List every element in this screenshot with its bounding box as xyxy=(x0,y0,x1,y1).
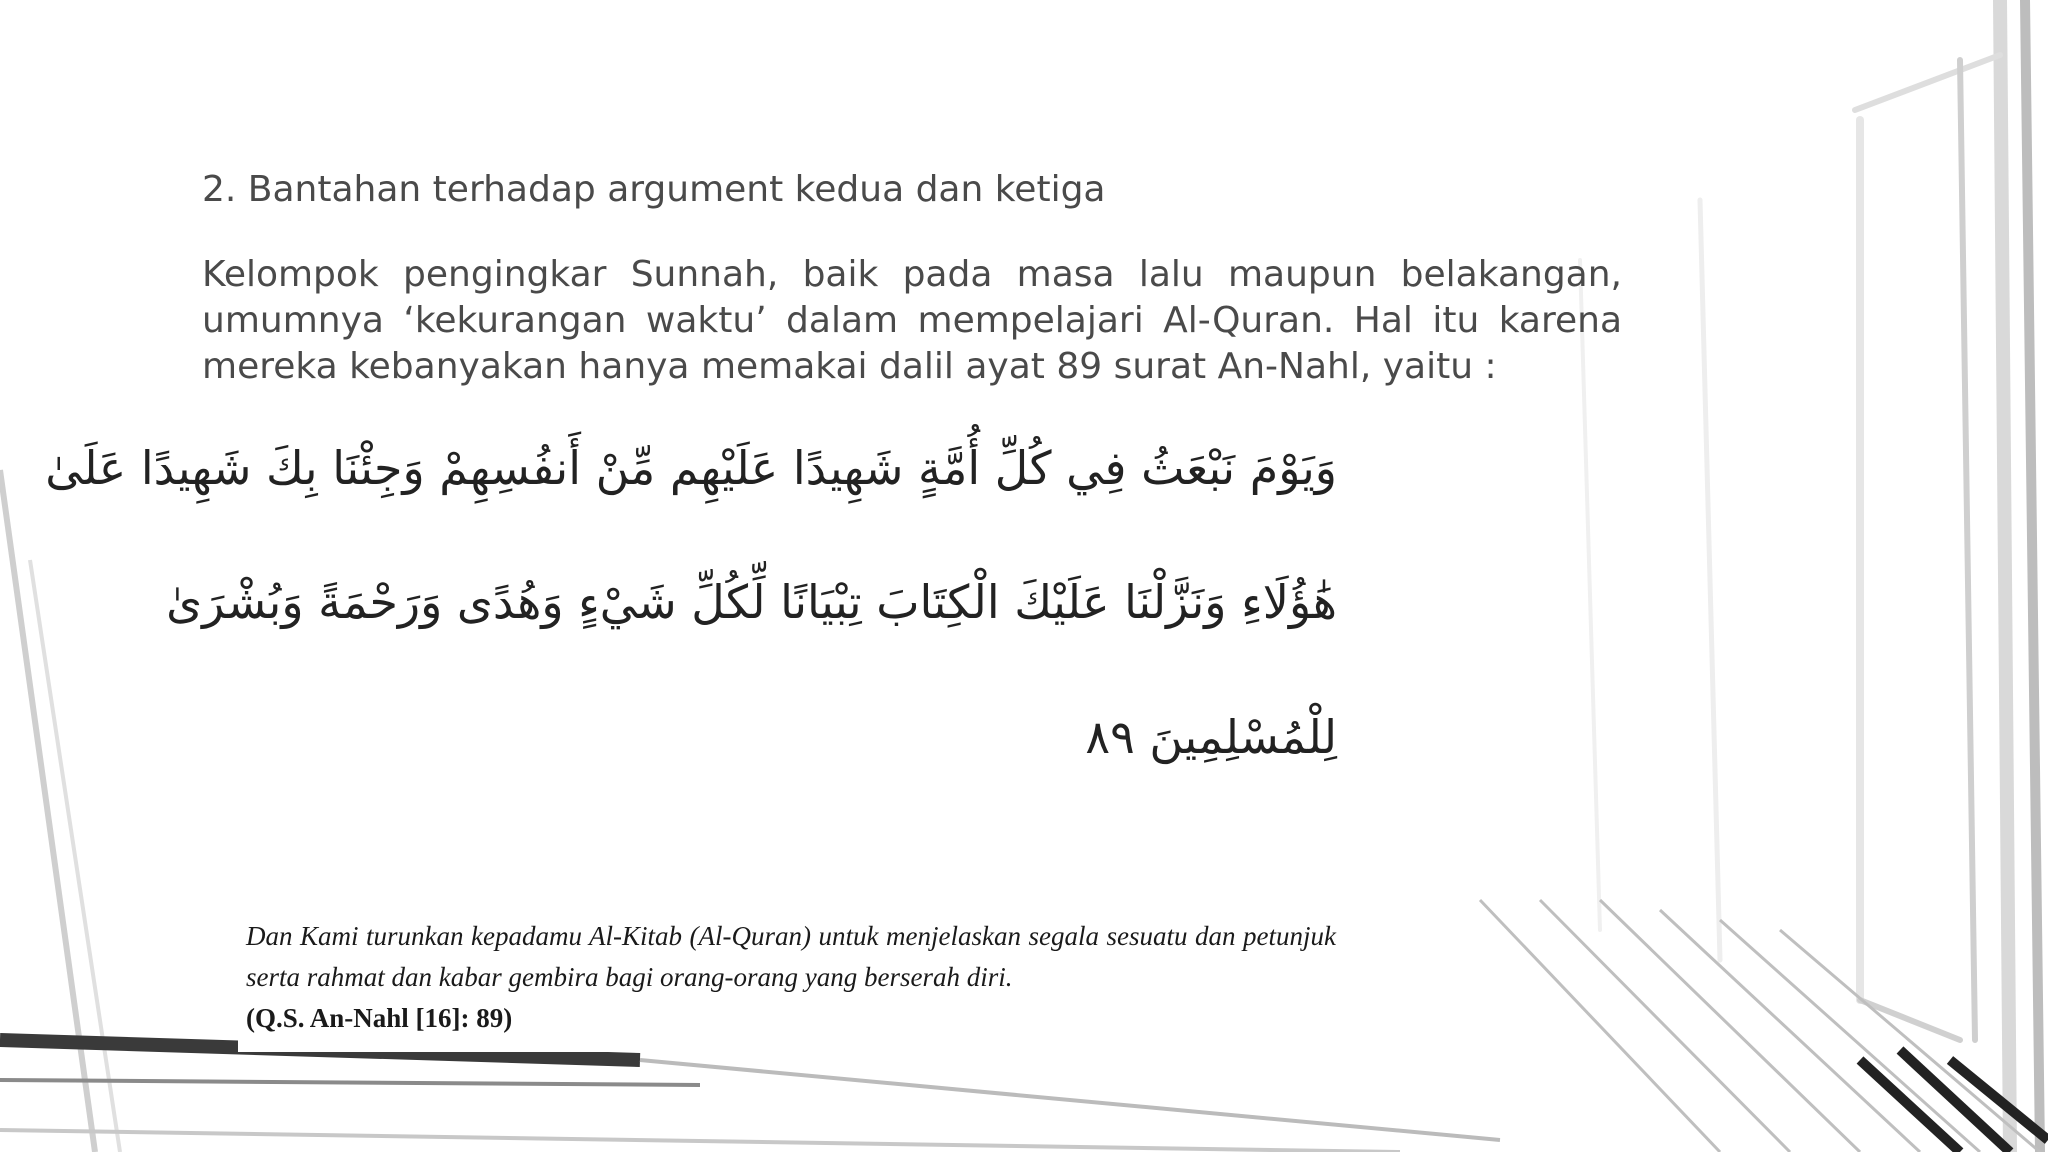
verse-line-3: لِلْمُسْلِمِينَ ٨٩ xyxy=(1085,710,1337,764)
quran-verse-image xyxy=(45,425,1337,805)
translation-block xyxy=(238,912,1348,1052)
verse-line-2: هَٰؤُلَاءِ وَنَزَّلْنَا عَلَيْكَ الْكِتَابَ تِبْيَانًا لِّكُلِّ شَيْءٍ وَهُدًى وَرَحْمَةً وَبُشْرَىٰ xyxy=(166,575,1337,629)
slide-paragraph: Kelompok pengingkar Sunnah, baik pada masa lalu maupun belakangan, umumnya ‘kekurangan waktu’ dalam mempelajari Al-Quran. Hal itu karena mereka kebanyakan hanya memakai dalil ayat 89 surat An-Nahl, yaitu : xyxy=(202,254,1622,387)
slide-heading: 2. Bantahan terhadap argument kedua dan ketiga xyxy=(202,169,1106,210)
verse-source: (Q.S. An-Nahl [16]: 89) xyxy=(246,1003,513,1033)
verse-translation: Dan Kami turunkan kepadamu Al-Kitab (Al-Quran) untuk menjelaskan segala sesuatu dan petunjuk serta rahmat dan kabar gembira bagi orang-orang yang berserah diri. xyxy=(246,921,1336,992)
verse-line-1: وَيَوْمَ نَبْعَثُ فِي كُلِّ أُمَّةٍ شَهِيدًا عَلَيْهِم مِّنْ أَنفُسِهِمْ وَجِئْنَا بِكَ شَهِيدًا عَلَىٰ xyxy=(45,441,1337,495)
